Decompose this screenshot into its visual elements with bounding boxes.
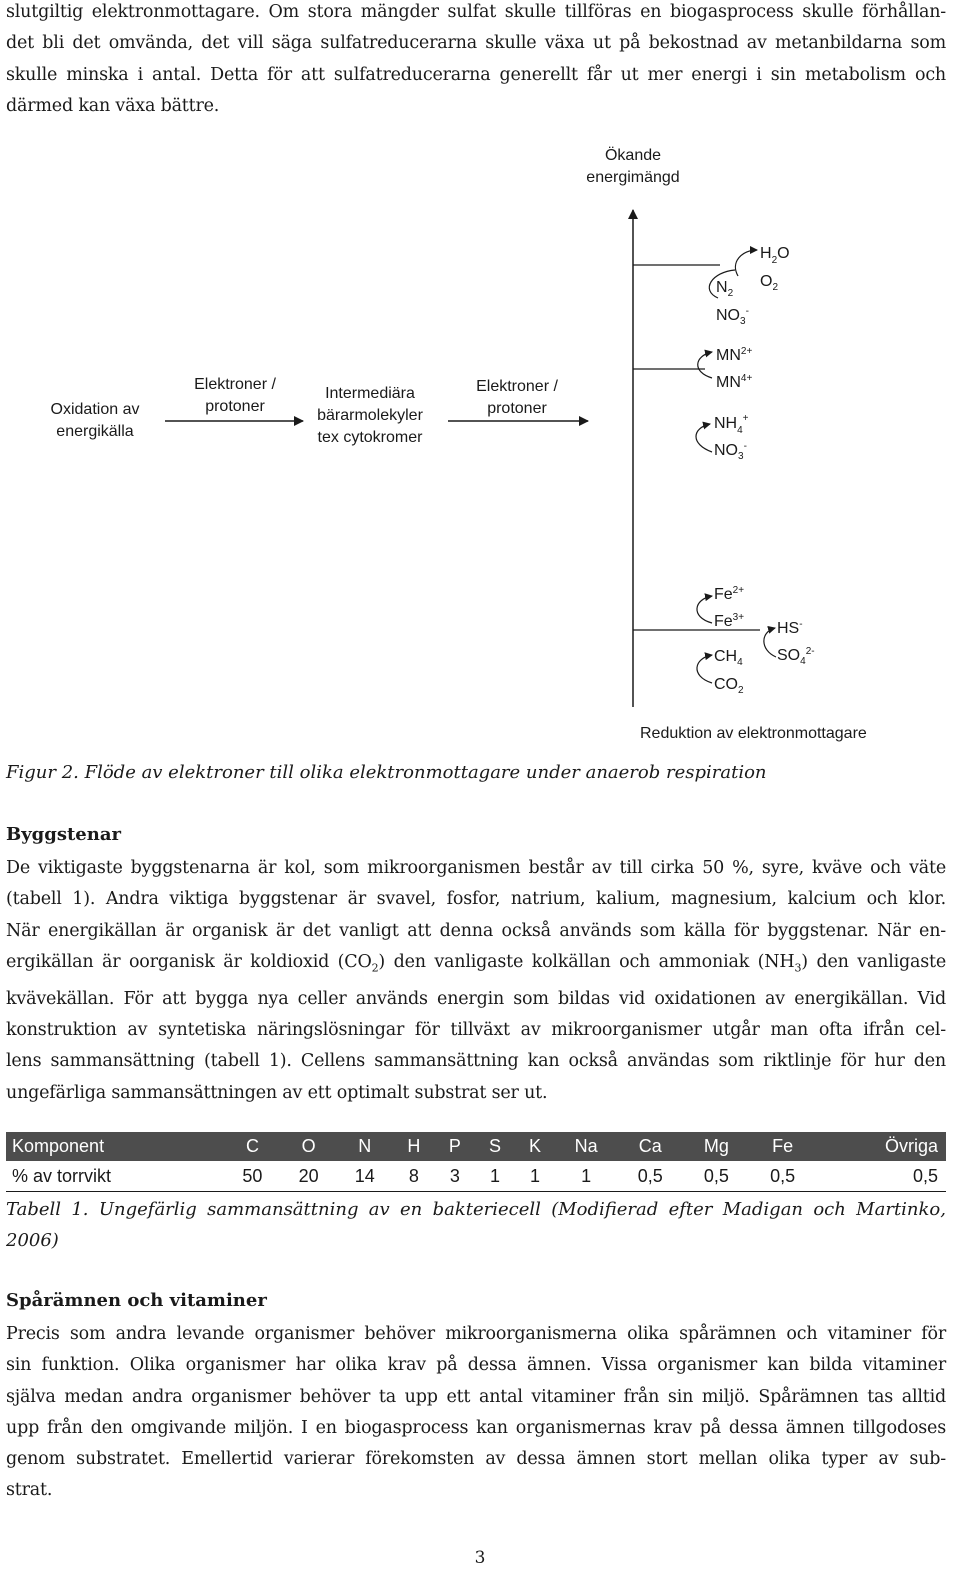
column-header: N xyxy=(337,1132,393,1161)
column-header: Mg xyxy=(683,1132,749,1161)
table-caption xyxy=(6,1194,946,1256)
reduction-arrow xyxy=(698,352,712,378)
oxidation-label: Oxidation av xyxy=(50,401,140,418)
acceptor-nh4: $NH_4^+$ xyxy=(714,413,749,436)
oxidation-label: energikälla xyxy=(56,423,134,440)
column-header: H xyxy=(393,1132,435,1161)
reduction-arrow xyxy=(697,655,712,683)
text-line: strat. xyxy=(6,1480,53,1501)
arrow-label: protoner xyxy=(487,400,547,417)
text-line: själva medan andra organismer behöver ta upp ett antal vitaminer från sin miljö. Spårämnen tas alltid xyxy=(6,1386,946,1407)
text-line: lens sammansättning (tabell 1). Cellens sammansättning kan också användas som riktlinje för hur den xyxy=(6,1051,946,1072)
figure-caption: Figur 2. Flöde av elektroner till olika elektronmottagare under anaerob respiration xyxy=(6,762,767,783)
column-header: Fe xyxy=(750,1132,816,1161)
page-number: 3 xyxy=(474,1548,486,1568)
intermediate-label: Intermediära xyxy=(325,385,415,402)
reduction-arrow xyxy=(764,628,776,657)
table-cell: 20 xyxy=(281,1161,337,1192)
table-cell: 1 xyxy=(515,1161,555,1192)
acceptor-n2: $N_2$ xyxy=(716,279,734,299)
axis-label: Ökande xyxy=(604,147,662,164)
acceptor-mn2: $MN^{2+}$ xyxy=(716,346,753,364)
table-cell: 50 xyxy=(224,1161,280,1192)
table-cell: 0,5 xyxy=(683,1161,749,1192)
text-line: skulle minska i antal. Detta för att sulfatreducerarna generellt får ut mer energi i sin metabolism och xyxy=(6,64,946,85)
electron-flow-diagram xyxy=(0,140,960,750)
column-header: O xyxy=(281,1132,337,1161)
byggstenar-paragraph xyxy=(6,853,946,1109)
axis-label: energimängd xyxy=(586,169,680,186)
table-row xyxy=(6,1161,946,1192)
reduction-label: Reduktion av elektronmottagare xyxy=(640,725,867,742)
intermediate-label: tex cytokromer xyxy=(317,429,423,446)
acceptor-h2o: $H_2O$ xyxy=(760,245,790,266)
text-line: ungefärliga sammansättningen av ett optimalt substrat ser ut. xyxy=(6,1082,548,1103)
acceptor-no3: $NO_3^-$ xyxy=(716,306,749,327)
reduction-arrow xyxy=(696,424,712,452)
acceptor-o2: $O_2$ xyxy=(760,273,779,293)
text-line: därmed kan växa bättre. xyxy=(6,95,220,116)
acceptor-fe3: $Fe^{3+}$ xyxy=(714,612,745,630)
arrow-label: Elektroner / xyxy=(194,376,276,393)
arrow-label: Elektroner / xyxy=(476,378,558,395)
text-line: (tabell 1). Andra viktiga byggstenar är svavel, fosfor, natrium, kalium, magnesium, kalcium och klor. xyxy=(6,889,946,910)
table-cell: 0,5 xyxy=(617,1161,683,1192)
acceptor-co2: $CO_2$ xyxy=(714,676,744,696)
column-header: K xyxy=(515,1132,555,1161)
text-line: De viktigaste byggstenarna är kol, som mikroorganismen består av till cirka 50 %, syre, kväve och väte xyxy=(6,858,946,878)
table-cell: 1 xyxy=(475,1161,515,1192)
intermediate-label: bärarmolekyler xyxy=(317,407,423,424)
text-line: genom substratet. Emellertid varierar förekomsten av dessa ämnen stort mellan olika typer av sub- xyxy=(6,1449,946,1470)
acceptor-ch4: $CH_4$ xyxy=(714,648,743,668)
text-line: När energikällan är organisk är det vanligt att denna också används som källa för byggstenar. När en- xyxy=(6,920,946,941)
text-line: Precis som andra levande organismer behöver mikroorganismerna olika spårämnen och vitaminer för xyxy=(6,1324,946,1344)
sparamnen-paragraph xyxy=(6,1319,946,1507)
composition-table xyxy=(6,1132,946,1192)
table-cell: 14 xyxy=(337,1161,393,1192)
text-line: konstruktion av syntetiska näringslösningar för tillväxt av mikroorganismer utgår man ofta ifrån cel- xyxy=(6,1019,946,1040)
column-header: S xyxy=(475,1132,515,1161)
text-line: slutgiltig elektronmottagare. Om stora mängder sulfat skulle tillföras en biogasprocess skulle förhållan- xyxy=(6,2,946,22)
intro-paragraph xyxy=(6,0,946,122)
acceptor-mn4: $MN^{4+}$ xyxy=(716,373,753,391)
table-cell: 0,5 xyxy=(750,1161,816,1192)
reduction-arrow xyxy=(735,250,757,276)
section-heading: Byggstenar xyxy=(6,824,121,845)
table-header-row xyxy=(6,1132,946,1161)
column-header: Övriga xyxy=(816,1132,946,1161)
acceptor-fe2: $Fe^{2+}$ xyxy=(714,585,745,603)
text-line: ergikällan är oorganisk är koldioxid $(CO_2)$ den vanligaste kolkällan och ammoniak $(NH_3)$ den vanligaste xyxy=(6,951,947,975)
text-line: kvävekällan. För att bygga nya celler används energin som bildas vid oxidationen av energikällan. Vid xyxy=(6,988,946,1009)
text-line: upp från den omgivande miljön. I en biogasprocess kan organismernas krav på dessa ämnen tillgodoses xyxy=(6,1417,946,1438)
text-line: det bli det omvända, det vill säga sulfatreducerarna skulle växa ut på bekostnad av metanbildarna som xyxy=(6,33,946,54)
column-header: P xyxy=(435,1132,475,1161)
reduction-arrow xyxy=(697,596,712,623)
column-header: Na xyxy=(555,1132,617,1161)
section-heading: Spårämnen och vitaminer xyxy=(6,1290,267,1311)
column-header: Ca xyxy=(617,1132,683,1161)
table-cell: 0,5 xyxy=(816,1161,946,1192)
table-cell: % av torrvikt xyxy=(6,1161,224,1192)
acceptor-so4: $SO_4^{2-}$ xyxy=(777,646,815,667)
column-header: Komponent xyxy=(6,1132,224,1161)
table-cell: 1 xyxy=(555,1161,617,1192)
acceptor-no3: $NO_3^-$ xyxy=(714,441,747,462)
column-header: C xyxy=(224,1132,280,1161)
caption-line: Tabell 1. Ungefärlig sammansättning av en bakteriecell (Modifierad efter Madigan och Martinko, xyxy=(6,1199,946,1220)
text-line: sin funktion. Olika organismer har olika krav på dessa ämnen. Vissa organismer kan bilda vitaminer xyxy=(6,1355,946,1376)
caption-line: 2006) xyxy=(6,1230,59,1251)
table-cell: 3 xyxy=(435,1161,475,1192)
table-cell: 8 xyxy=(393,1161,435,1192)
acceptor-hs: HS- xyxy=(777,619,803,637)
arrow-label: protoner xyxy=(205,398,265,415)
